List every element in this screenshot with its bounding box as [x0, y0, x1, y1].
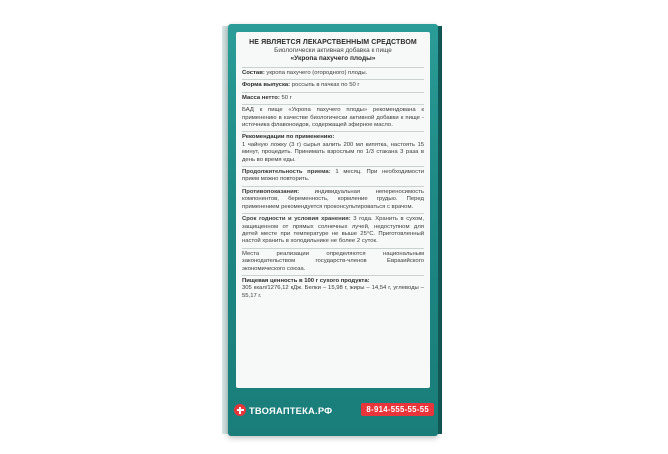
composition-text: укропа пахучего (огородного) плоды. — [264, 70, 368, 76]
brand-text: ТВОЯАПТЕКА.РФ — [249, 404, 333, 416]
form-row — [242, 82, 424, 89]
contraindications-label: Противопоказания: — [242, 188, 300, 195]
divider — [242, 186, 424, 187]
duration-row — [242, 169, 424, 184]
sale-note: Места реализации определяются национальным законодательством государств-членов Евразийского экономического союза. — [242, 250, 424, 272]
storage-label: Срок годности и условия хранения: — [242, 216, 351, 223]
form-label: Форма выпуска: — [242, 82, 291, 89]
duration-label: Продолжительность приема: — [242, 169, 331, 176]
contraindications-row — [242, 189, 424, 211]
composition-row — [242, 70, 424, 77]
divider — [242, 248, 424, 249]
contraindications-text: индивидуальная непереносимость компонентов, беременность, кормление грудью. Перед применением рекомендуется проконсультироваться с врачом. — [242, 188, 424, 210]
recommendations-text: 1 чайную ложку (3 г) сырья залить 200 мл кипятка, настоять 15 минут, процедить. Принимать взрослым по 1/3 стакана 3 раза в день во время еды. — [242, 141, 424, 163]
divider — [242, 166, 424, 167]
mass-label: Масса нетто: — [242, 94, 280, 101]
divider — [242, 131, 424, 132]
supplement-subtitle: Биологически активная добавка к пище — [274, 47, 392, 54]
duration-text: 1 месяц. При необходимости прием можно повторить. — [242, 169, 424, 183]
recommendations-label: Рекомендации по применению: — [242, 134, 335, 141]
nutrition-text: 305 ккал/1276,12 кДж. Белки – 15,98 г, жиры – 14,54 г, углеводы – 55,17 г. — [242, 285, 424, 299]
phone-badge: 8-914-555-55-55 — [361, 403, 434, 416]
box-footer — [232, 398, 436, 422]
mass-text: 50 г — [279, 94, 292, 101]
divider — [242, 104, 424, 105]
mass-row — [242, 95, 424, 102]
brand-logo — [234, 402, 332, 418]
cross-circle-icon — [234, 404, 246, 416]
form-text: россыпь в пачках по 50 г — [290, 82, 360, 89]
storage-row — [242, 216, 424, 246]
storage-text: 3 года. Хранить в сухом, защищенном от прямых солнечных лучей, недоступном для детей месте при температуре не выше 25°С. Приготовленный настой хранить в холодильнике не более 2 суток. — [242, 216, 424, 245]
composition-label: Состав: — [242, 70, 265, 76]
label-panel — [236, 32, 430, 388]
divider — [242, 213, 424, 214]
nutrition-label: Пищевая ценность в 100 г сухого продукта: — [242, 277, 370, 284]
divider — [242, 67, 424, 68]
divider — [242, 275, 424, 276]
divider — [242, 79, 424, 80]
not-medicine-notice: НЕ ЯВЛЯЕТСЯ ЛЕКАРСТВЕННЫМ СРЕДСТВОМ — [249, 39, 417, 46]
description: БАД к пище «Укропа пахучего плоды» рекомендована к применению в качестве биологически активной добавки к пище - источника флавоноидов, содержащей эфирное масло. — [242, 107, 424, 129]
product-name: «Укропа пахучего плоды» — [290, 55, 376, 62]
divider — [242, 92, 424, 93]
